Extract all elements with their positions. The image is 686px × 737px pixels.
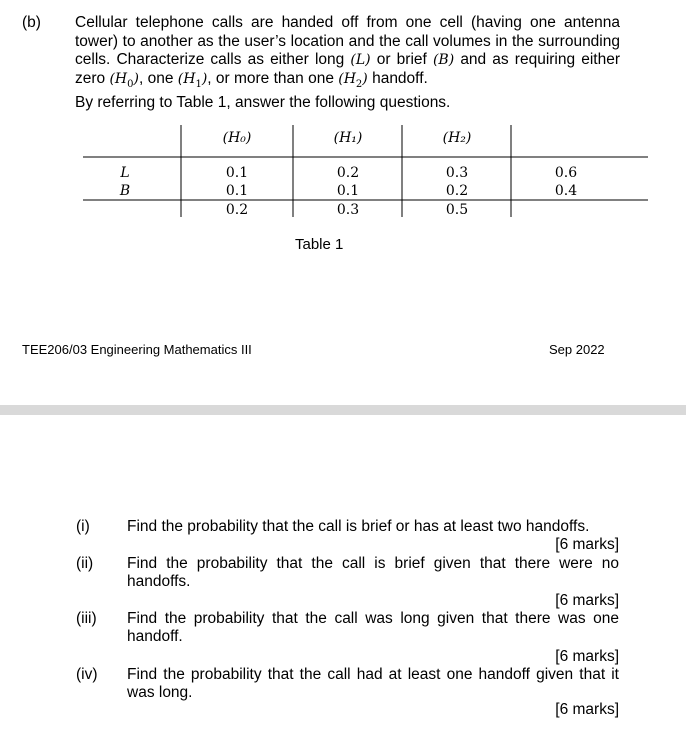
table-header: (H₂) (442, 130, 472, 146)
probability-table (0, 120, 686, 225)
question-label: (i) (76, 518, 90, 535)
table-cell: 0.6 (554, 165, 578, 181)
date-footer: Sep 2022 (549, 342, 605, 357)
table-header: (H₁) (333, 130, 363, 146)
table-cell: 0.2 (445, 183, 469, 199)
page-separator (0, 405, 686, 415)
marks-label: [6 marks] (555, 592, 619, 609)
row-label: B (119, 183, 131, 199)
table-cell: 0.4 (554, 183, 578, 199)
table-caption: Table 1 (295, 236, 344, 253)
question-text: Find the probability that the call was long given that there was one handoff. (127, 610, 619, 645)
table-cell: 0.2 (225, 202, 249, 218)
table-cell: 0.3 (445, 165, 469, 181)
course-footer: TEE206/03 Engineering Mathematics III (22, 342, 252, 357)
exam-page-bottom (0, 415, 686, 737)
marks-label: [6 marks] (555, 701, 619, 718)
question-text: Find the probability that the call is brief given that there were no handoffs. (127, 555, 619, 590)
question-label: (iv) (76, 666, 98, 683)
question-text: Find the probability that the call is brief or has at least two handoffs. (127, 518, 590, 535)
table-cell: 0.3 (336, 202, 360, 218)
table-cell: 0.1 (336, 183, 360, 199)
table-cell: 0.2 (336, 165, 360, 181)
question-paragraph: Cellular telephone calls are handed off from one cell (having one antenna tower) to another as the user’s location and the call volumes in the surrounding cells. Characterize calls as either long (L) or brief (B) and as requiring either zero $(H_0)$, one $(H_1)$, or more than one $(H_2)$ handoff. By referring to Table 1, answer the following questions. (75, 14, 621, 111)
marks-label: [6 marks] (555, 648, 619, 665)
part-label: (b) (22, 14, 41, 31)
marks-label: [6 marks] (555, 536, 619, 553)
table-header: (H₀) (222, 130, 252, 146)
table-cell: 0.1 (225, 183, 249, 199)
question-text: Find the probability that the call had at least one handoff given that it was long. (127, 666, 619, 701)
table-cell: 0.1 (225, 165, 249, 181)
question-label: (iii) (76, 610, 97, 627)
table-cell: 0.5 (445, 202, 469, 218)
question-label: (ii) (76, 555, 94, 572)
row-label: L (120, 165, 130, 181)
